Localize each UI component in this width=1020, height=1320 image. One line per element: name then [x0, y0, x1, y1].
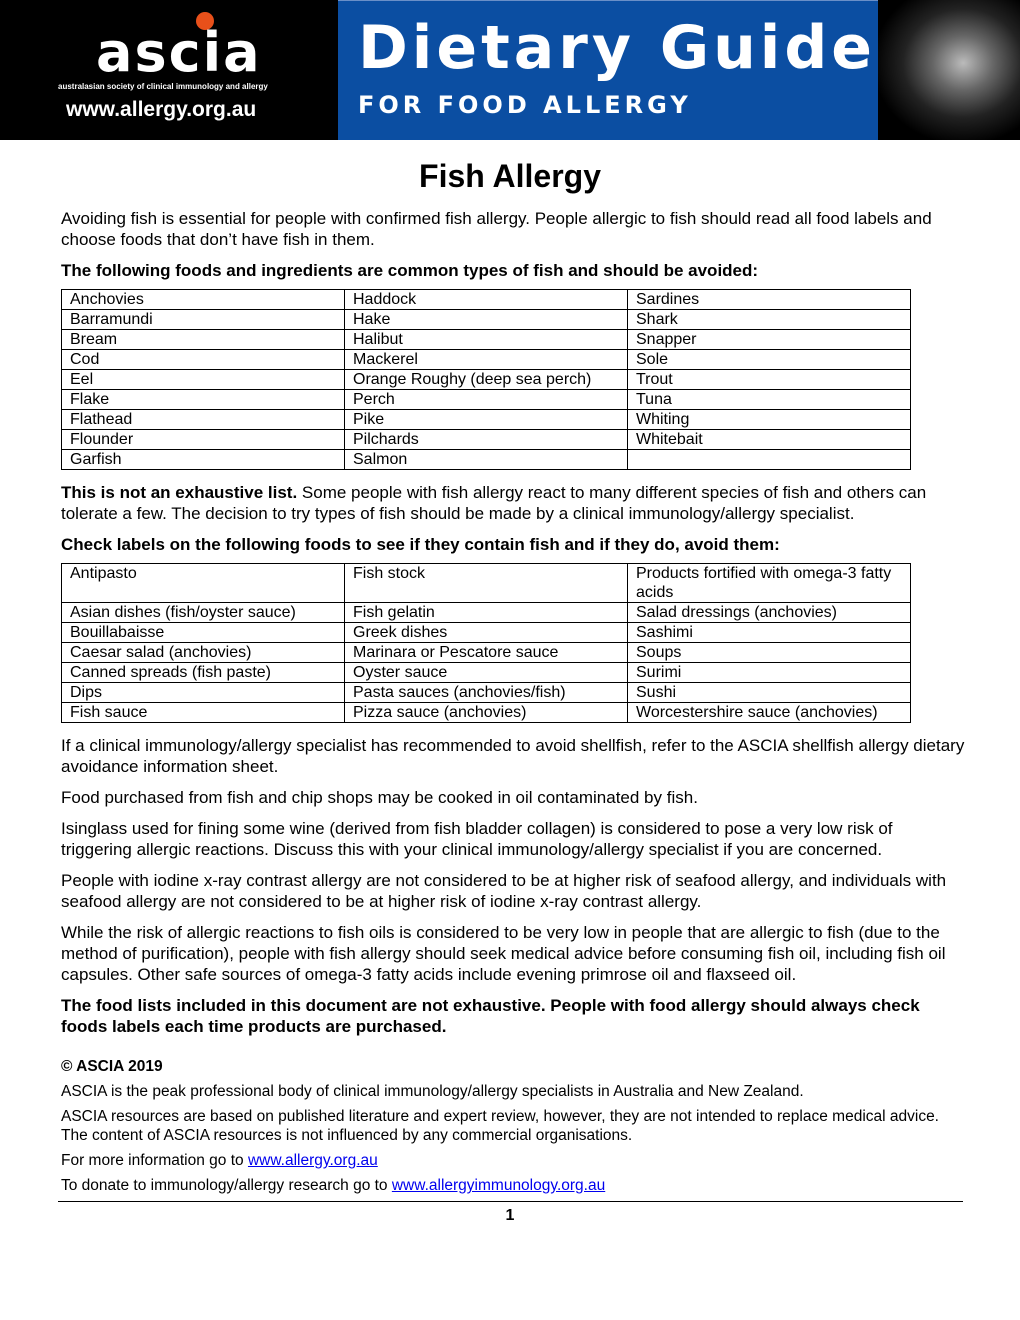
copyright: © ASCIA 2019 [61, 1058, 163, 1075]
labels-table [61, 563, 911, 723]
table-cell: Sole [628, 350, 911, 370]
table-cell: Fish gelatin [345, 603, 628, 623]
table-cell: Canned spreads (fish paste) [62, 663, 345, 683]
table-cell: Pilchards [345, 430, 628, 450]
table-row [62, 370, 911, 390]
table-row [62, 350, 911, 370]
table-row [62, 310, 911, 330]
table-row [62, 643, 911, 663]
table-row [62, 623, 911, 643]
table-row [62, 430, 911, 450]
donate-info [61, 1176, 966, 1195]
table-cell: Perch [345, 390, 628, 410]
fish-table [61, 289, 911, 470]
table-cell: Sardines [628, 290, 911, 310]
table-row [62, 663, 911, 683]
table-cell: Orange Roughy (deep sea perch) [345, 370, 628, 390]
more-info [61, 1151, 966, 1170]
table-row [62, 683, 911, 703]
table-row [62, 703, 911, 723]
table-cell: Trout [628, 370, 911, 390]
footer-divider [58, 1201, 963, 1202]
table-row [62, 564, 911, 603]
table-cell: Mackerel [345, 350, 628, 370]
table-row [62, 603, 911, 623]
banner-image [878, 0, 1020, 140]
intro-text: Avoiding fish is essential for people with confirmed fish allergy. People allergic to fish should read all food labels and choose foods that don’t have fish in them. [61, 209, 932, 249]
paragraph: People with iodine x-ray contrast allergy are not considered to be at higher risk of seafood allergy, and individuals with seafood allergy are not considered to be at higher risk of iodine x-ray contrast allergy. [61, 871, 947, 911]
table-cell: Dips [62, 683, 345, 703]
logo-text: ascia [96, 21, 262, 84]
table-cell: Greek dishes [345, 623, 628, 643]
table-cell: Pizza sauce (anchovies) [345, 703, 628, 723]
donate-label: To donate to immunology/allergy research go to [61, 1177, 392, 1194]
table-cell: Soups [628, 643, 911, 663]
table-cell: Cod [62, 350, 345, 370]
document-body [61, 156, 966, 1226]
labels-heading: Check labels on the following foods to see if they contain fish and if they do, avoid them: [61, 535, 780, 554]
table-row [62, 390, 911, 410]
banner-subtitle: FOR FOOD ALLERGY [358, 91, 692, 119]
table-cell: Antipasto [62, 564, 345, 603]
table-row [62, 330, 911, 350]
disclaimer-text: ASCIA resources are based on published literature and expert review, however, they are not intended to replace medical advice. The content of ASCIA resources is not influenced by any commercial organisations. [61, 1108, 939, 1144]
banner-title: Dietary Guide [358, 13, 876, 83]
title-banner [338, 0, 878, 140]
table-cell: Tuna [628, 390, 911, 410]
table-cell: Flathead [62, 410, 345, 430]
page-number: 1 [505, 1207, 515, 1224]
table-row [62, 410, 911, 430]
table-cell: Oyster sauce [345, 663, 628, 683]
table-cell: Flake [62, 390, 345, 410]
not-exhaustive-body: Some people with fish allergy react to many different species of fish and others can tolerate a few. The decision to try types of fish should be made by a clinical immunology/allergy specialist. [61, 483, 927, 523]
table-cell: Bream [62, 330, 345, 350]
table-cell: Fish stock [345, 564, 628, 603]
avoid-heading: The following foods and ingredients are common types of fish and should be avoided: [61, 261, 759, 280]
table-cell: Barramundi [62, 310, 345, 330]
table-cell: Anchovies [62, 290, 345, 310]
table-cell: Bouillabaisse [62, 623, 345, 643]
donate-link[interactable]: www.allergyimmunology.org.au [391, 1177, 606, 1194]
table-cell: Salmon [345, 450, 628, 470]
table-cell [628, 450, 911, 470]
table-cell: Surimi [628, 663, 911, 683]
table-cell: Haddock [345, 290, 628, 310]
not-exhaustive-text [61, 482, 966, 524]
closing-note: The food lists included in this document are not exhaustive. People with food allergy should always check foods labels each time products are purchased. [61, 996, 920, 1036]
table-cell: Hake [345, 310, 628, 330]
table-cell: Salad dressings (anchovies) [628, 603, 911, 623]
society-name: australasian society of clinical immunology and allergy [58, 82, 268, 91]
table-cell: Sushi [628, 683, 911, 703]
table-cell: Marinara or Pescatore sauce [345, 643, 628, 663]
table-row [62, 450, 911, 470]
page-title: Fish Allergy [419, 158, 601, 194]
table-cell: Shark [628, 310, 911, 330]
table-cell: Pasta sauces (anchovies/fish) [345, 683, 628, 703]
table-cell: Flounder [62, 430, 345, 450]
table-row [62, 290, 911, 310]
table-cell: Fish sauce [62, 703, 345, 723]
paragraph: Isinglass used for fining some wine (derived from fish bladder collagen) is considered to pose a very low risk of triggering allergic reactions. Discuss this with your clinical immunology/allergy specialist if you are concerned. [61, 819, 893, 859]
more-info-label: For more information go to [61, 1152, 248, 1169]
paragraph: If a clinical immunology/allergy specialist has recommended to avoid shellfish, refer to the ASCIA shellfish allergy dietary avoidance information sheet. [61, 736, 965, 776]
table-cell: Products fortified with omega-3 fatty acids [628, 564, 911, 603]
about-text: ASCIA is the peak professional body of clinical immunology/allergy specialists in Australia and New Zealand. [61, 1083, 804, 1100]
table-cell: Halibut [345, 330, 628, 350]
table-cell: Pike [345, 410, 628, 430]
paragraph: While the risk of allergic reactions to fish oils is considered to be very low in people that are allergic to fish (due to the method of purification), people with fish allergy should seek medical advice before consuming fish oil, including fish oil capsules. Other safe sources of omega-3 fatty acids include evening primrose oil and flaxseed oil. [61, 923, 946, 984]
allergy-link[interactable]: www.allergy.org.au [247, 1152, 378, 1169]
header-url: www.allergy.org.au [66, 98, 257, 121]
table-cell: Asian dishes (fish/oyster sauce) [62, 603, 345, 623]
table-cell: Eel [62, 370, 345, 390]
ascia-logo [0, 0, 338, 140]
paragraph: Food purchased from fish and chip shops may be cooked in oil contaminated by fish. [61, 788, 698, 807]
table-cell: Garfish [62, 450, 345, 470]
header-banner [0, 0, 1020, 140]
table-cell: Sashimi [628, 623, 911, 643]
table-cell: Whiting [628, 410, 911, 430]
table-cell: Whitebait [628, 430, 911, 450]
table-cell: Caesar salad (anchovies) [62, 643, 345, 663]
table-cell: Snapper [628, 330, 911, 350]
table-cell: Worcestershire sauce (anchovies) [628, 703, 911, 723]
not-exhaustive-bold: This is not an exhaustive list. [61, 483, 298, 502]
